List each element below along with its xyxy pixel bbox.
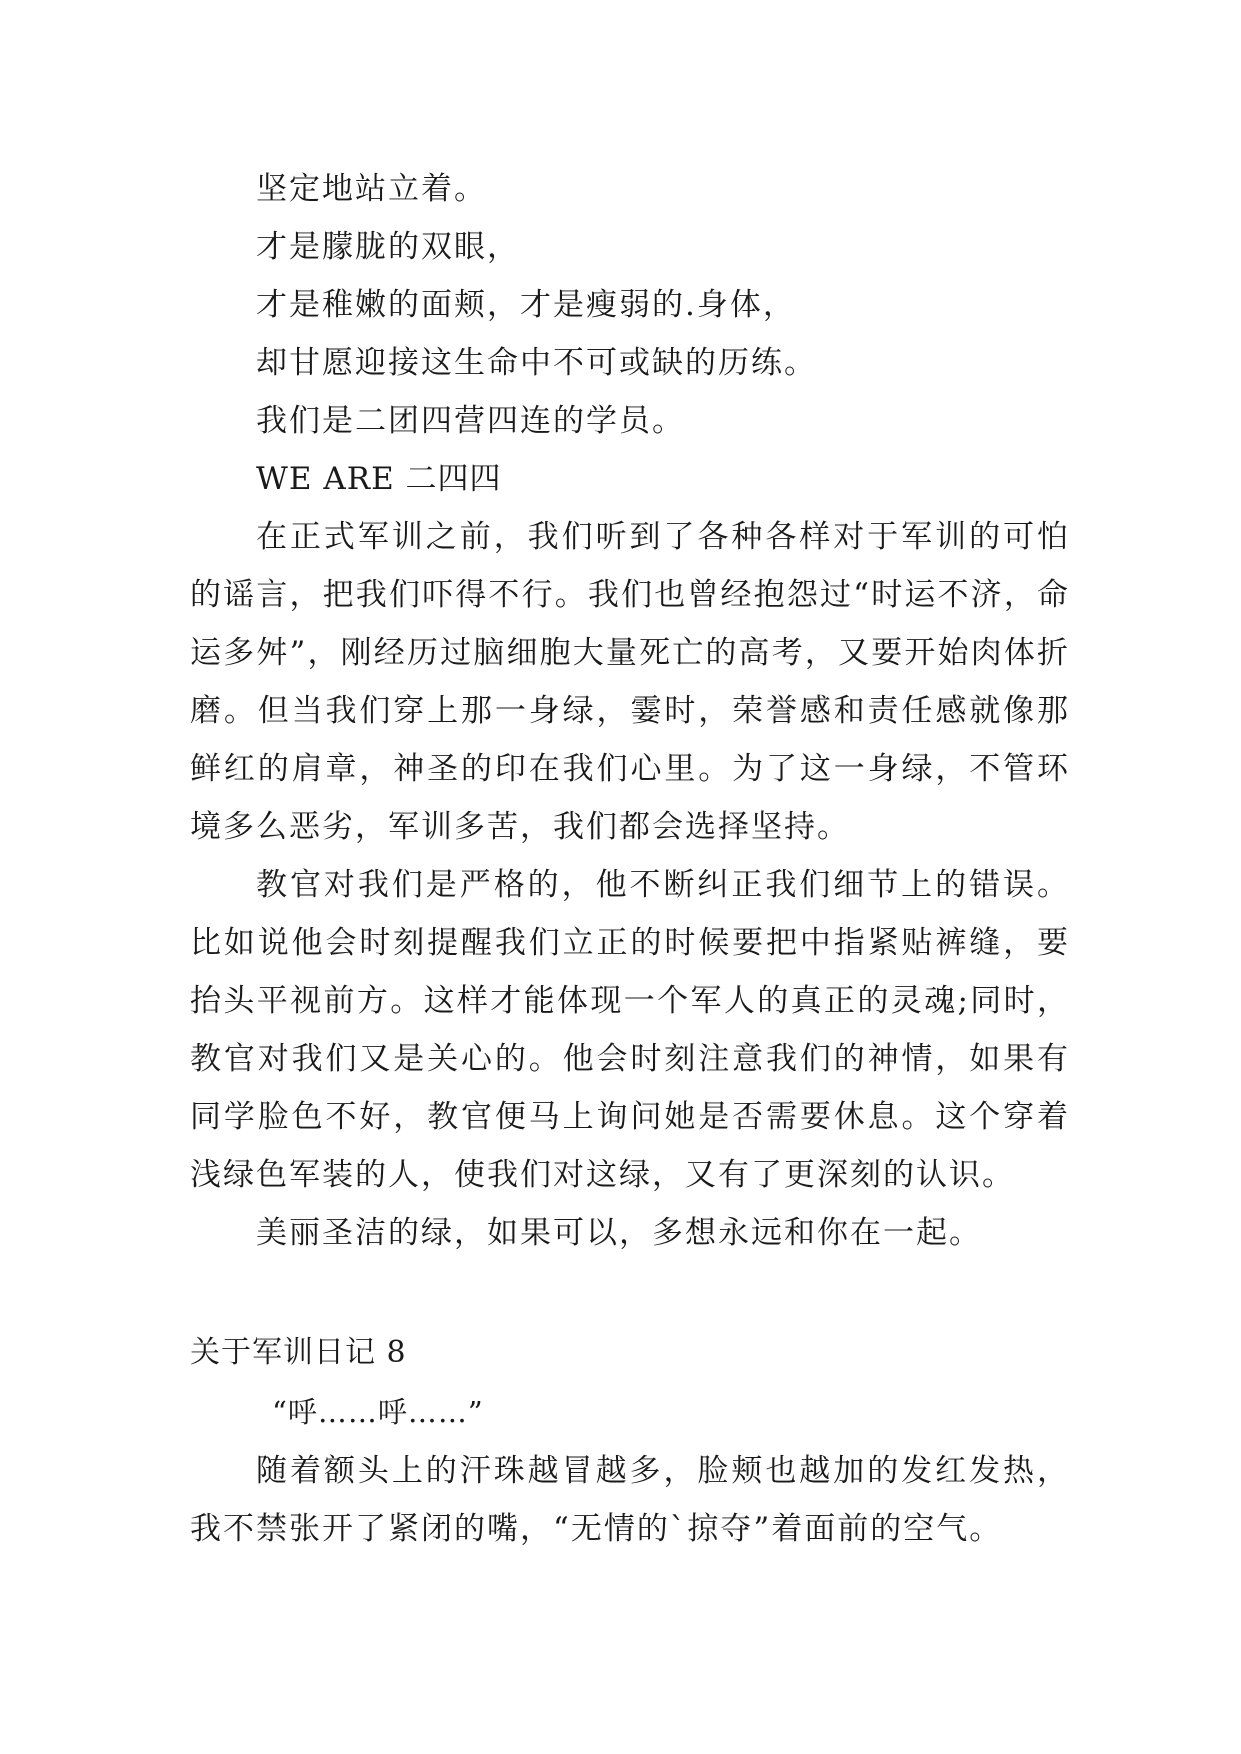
- poem-line: 我们是二团四营四连的学员。: [256, 403, 685, 439]
- poem-line: WE ARE 二四四: [256, 461, 502, 497]
- poem-line: 才是朦胧的双眼，: [256, 229, 520, 265]
- body-paragraph: 美丽圣洁的绿，如果可以，多想永远和你在一起。: [256, 1215, 982, 1251]
- body-paragraph: 在正式军训之前，我们听到了各种各样对于军训的可怕的谣言，把我们吓得不行。我们也曾经抱怨过“时运不济，命运多舛”，刚经历过脑细胞大量死亡的高考，又要开始肉体折磨。但当我们穿上那一身绿，霎时，荣誉感和责任感就像那鲜红的肩章，神圣的印在我们心里。为了这一身绿，不管环境多么恶劣，军训多苦，我们都会选择坚持。: [190, 519, 1070, 845]
- quote-line: “呼……呼……”: [272, 1395, 484, 1429]
- body-paragraph: 教官对我们是严格的，他不断纠正我们细节上的错误。比如说他会时刻提醒我们立正的时候要把中指紧贴裤缝，要抬头平视前方。这样才能体现一个军人的真正的灵魂;同时，教官对我们又是关心的。他会时刻注意我们的神情，如果有同学脸色不好，教官便马上询问她是否需要休息。这个穿着浅绿色军装的人，使我们对这绿，又有了更深刻的认识。: [190, 867, 1070, 1193]
- body-paragraph: 随着额头上的汗珠越冒越多，脸颊也越加的发红发热，我不禁张开了紧闭的嘴，“无情的`掠夺”着面前的空气。: [190, 1453, 1070, 1547]
- document-body: [190, 160, 1070, 1558]
- poem-line: 才是稚嫩的面颊，才是瘦弱的.身体，: [256, 287, 796, 323]
- section-spacer: [190, 1262, 1070, 1324]
- section-heading: 关于军训日记 8: [190, 1335, 407, 1370]
- poem-line: 坚定地站立着。: [256, 171, 487, 207]
- poem-line: 却甘愿迎接这生命中不可或缺的历练。: [256, 345, 817, 381]
